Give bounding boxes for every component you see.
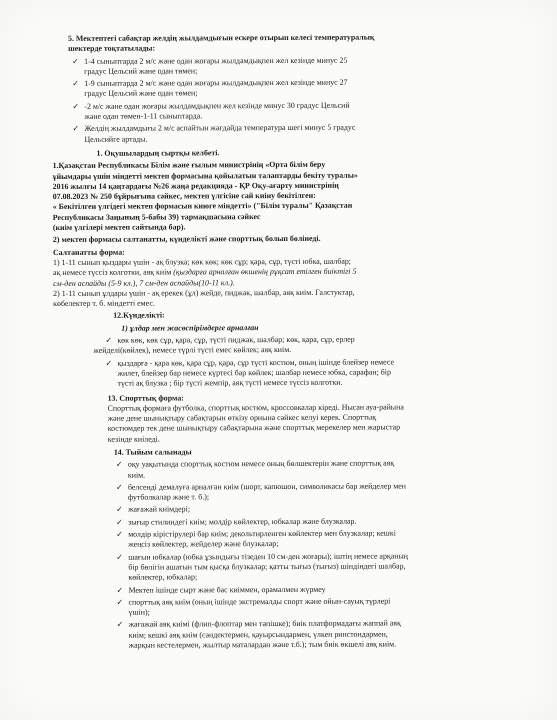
prohibited-item [116,528,474,550]
rule-text: -2 м/с және одан жоғары жылдамдықпен жел кезінде минус 30 градус Цельсий [84,100,350,111]
daily-item-text: түсті ақ блузка ; бір түсті жемпір, аяқ түсті немесе түссіз колготки. [117,377,343,388]
rule-text: Желдің жылдамдығы 2 м/с аспайтын жағдайда температура шегі минус 5 градус [84,123,356,134]
prohibited-item [116,458,474,480]
prohibited-item-text: футболкалар және т. б.); [128,492,210,502]
checkmark-icon: ✓ [116,620,124,630]
prohibited-item [116,584,474,596]
prohibited-item-text: киім. [127,470,146,480]
ceremonial-form-text [53,256,473,309]
sport-line: және дене шынықтыру сабақтарын өткізу орнына сәйкес келуі керек. Спорттық [107,412,377,423]
prohibited-item-text: оқу уақытында спорттық костюм немесе оның бөлшектерін және спорттық аяқ [127,458,395,469]
prohibited-item-text: Мектеп ішінде сырт және бас киіммен, орамалмен жүрмеу [128,584,326,595]
sport-line: кезінде киіледі. [107,434,160,444]
daily-item-text: көк көк, көк сұр, қара, сұр, түсті пиджак, шалбар; көк, қара, сұр, ерлер [117,334,355,345]
temperature-rule [72,100,472,122]
checkmark-icon: ✓ [116,552,124,562]
regulation-line: « Бекітілген үлгідегі мектеп формасын киюге міндетті» ("Білім туралы" Қазақстан [52,201,353,212]
ceremonial-form-title: Салтанатты форма: [52,247,125,257]
ceremonial-line: 2) 1-11 сынып ұлдары үшін - ақ ерекек (ұл) жейде, пиджак, шалбар, аяқ киім. Галстуктар, [53,287,355,298]
regulation-line: 07.08.2023 № 250 бұйрығына сәйкес, мектеп үлгісіне сай киіну бекітілген: [52,191,316,202]
regulation-line: 2016 жылғы 14 қаңтардағы №26 жаңа редакцияда - ҚР Оқу-ағарту министрінің [52,180,339,191]
prohibited-list [54,458,475,651]
checkmark-icon: ✓ [105,335,113,345]
daily-form-item [105,357,473,389]
prohibited-item [116,516,474,528]
prohibited-item [117,619,475,651]
checkmark-icon: ✓ [115,459,123,470]
prohibited-item-text: бір бөлігін ашатын тым қысқа блузкалар; қатты тығыз (тығыз) шіндіндегі шалбар, [128,561,406,572]
daily-form-item-continuation: жейделі(көйлек), немесе түрлі түсті емес көйлек; аяқ киім. [93,345,292,356]
rule-text: 1-9 сыныптарда 2 м/с және одан жоғары жылдамдықпен жел кезінде минус 27 [84,77,348,89]
sport-line: Спорттық формаға футболка, спорттық костюм, кроссовкалар кіреді. Нысан ауа-райына [107,402,404,413]
checkmark-icon: ✓ [72,101,80,111]
prohibited-item [116,596,474,618]
document-sheet [52,32,475,696]
prohibited-item [116,551,474,583]
prohibited-item-text: шағын юбкалар (юбка ұзындығы тізеден 10 см-ден жоғары); іштің немесе арқаның [128,551,408,562]
regulation-line: Республикасы Заңының 5-бабы 39) тармақшасына сәйкес [52,211,261,222]
ceremonial-line: 1) 1-11 сынып қыздары үшін - ақ блузка; көк көк; көк сұр; қара, сұр, түсті юбка, шалбар; [52,256,351,267]
checkmark-icon: ✓ [72,56,79,66]
checkmark-icon: ✓ [72,124,80,134]
checkmark-icon: ✓ [116,597,124,607]
ceremonial-note: см-ден аспайды (5-9 кл.), 7 см-ден аспайды(10-11 кл.). [53,277,235,288]
section-5-heading-line-2: шектерде тоқтатылады: [68,43,156,54]
prohibited-item [116,481,474,503]
regulation-paragraph [53,159,473,233]
section-5-heading-line-1: 5. Мектептегі сабақтар желдің жылдамдығын ескере отырып келесі температуралық [67,32,375,43]
prohibited-item-text: жағажай аяқ киімі (флип-флоптар мен тәпішке); биік платформадағы жаппай аяқ [128,618,401,630]
prohibited-item-text: белсенді демалуға арналған киім (шорт, капюшон, символикасы бар жейделер мен [127,481,406,492]
sport-form-title: 13. Спорттық форма: [107,392,184,403]
daily-form-subtitle: 1) ұлдар мен жасөспірімдерге арналған [121,322,259,333]
rule-text: Цельсийге артады. [84,134,148,144]
temperature-rules-list [52,55,472,145]
prohibited-item-text: көйлектер, юбкалар; [128,572,198,582]
prohibited-item [116,504,474,516]
checkmark-icon: ✓ [116,585,124,595]
section-5-heading [52,32,472,54]
sport-line: костюмдер тек дене шынықтыру сабақтарына және спорттық мерекелер мен жарыстар [107,422,401,434]
checkmark-icon: ✓ [116,517,123,527]
daily-form-title: 12.Күнделікті: [113,310,165,321]
checkmark-icon: ✓ [72,79,79,89]
rule-text: және одан төмен-1-11 сыныптарда. [84,111,203,121]
daily-item-text: жилет, блейзер бар немесе күртесі бар көйлек; шалбар немесе юбка, сарафан; бір [117,367,391,378]
section-1-title: 1. Оқушылардың сыртқы келбеті. [96,148,220,158]
regulation-line: (киім үлгілері мектеп сайтында бар). [52,222,186,233]
ceremonial-line: көбелектер т. б. міндетті емес. [53,298,155,309]
checkmark-icon: ✓ [105,358,113,368]
prohibited-title: 14. Тыйым салынады [113,447,192,457]
prohibited-item-text: зығыр стилиндегі киім; молдір көйлектер, юбкалар және блузкалар. [128,516,357,527]
checkmark-icon: ✓ [116,505,123,515]
sport-form-text [54,402,474,445]
rule-text: градус Цельсий және одан төмен; [84,66,198,76]
ceremonial-note: (қыздарға арналған өкшенің рұқсат етілген биіктігі 5 [173,266,357,277]
prohibited-item-text: молдір кірістірулері бар киім; декольтирленген көйлектер мен блузкалар; кешкі [128,528,396,539]
ceremonial-line: ақ немесе түссіз колготки, аяқ киім [53,267,174,278]
regulation-line: 1.Қазақстан Республикасы Білім және ғылым министрінің «Орта білім беру [52,160,326,171]
daily-item-text: қыздарға - қара көк, қара сұр, қара, сұр түсті костюм, оның ішінде блейзер немесе [117,357,394,368]
prohibited-item-text: спорттық аяқ киім (оның ішінде экстремалды спорт және ойын-сауық түрлері [128,596,391,607]
regulation-line: ұйымдары үшін міндетті мектеп формасына қойылатын талаптарды бекіту туралы» [52,170,358,181]
temperature-rule [72,55,472,77]
rule-text: 1-4 сыныптарда 2 м/с және одан жоғары жылдамдықпен жел кезінде минус 25 [84,55,348,66]
rule-text: градус Цельсий және одан төмен; [84,88,198,99]
prohibited-item-text: киім; кешкі аяқ киім (сәндектермен, қауырсындармен, үлкен ринстондармен, [128,629,388,640]
prohibited-item-text: үшін); [128,607,150,617]
prohibited-item-text: жарқын кестелермен, жылтыр маталардан және т.б.); тым биік өкшелі аяқ киім. [128,639,397,650]
checkmark-icon: ✓ [116,529,123,539]
section-2-title: 2) мектеп формасы салтанатты, күнделікті және спорттық болып бөлінеді. [52,234,321,245]
temperature-rule [72,123,472,145]
daily-form-list-girls [53,357,473,390]
checkmark-icon: ✓ [115,482,123,492]
prohibited-item-text: жағажай киімдері; [128,504,191,515]
temperature-rule [72,77,472,99]
prohibited-item-text: жеңсіз көйлектер, жейделер және блузкалар; [128,539,279,550]
